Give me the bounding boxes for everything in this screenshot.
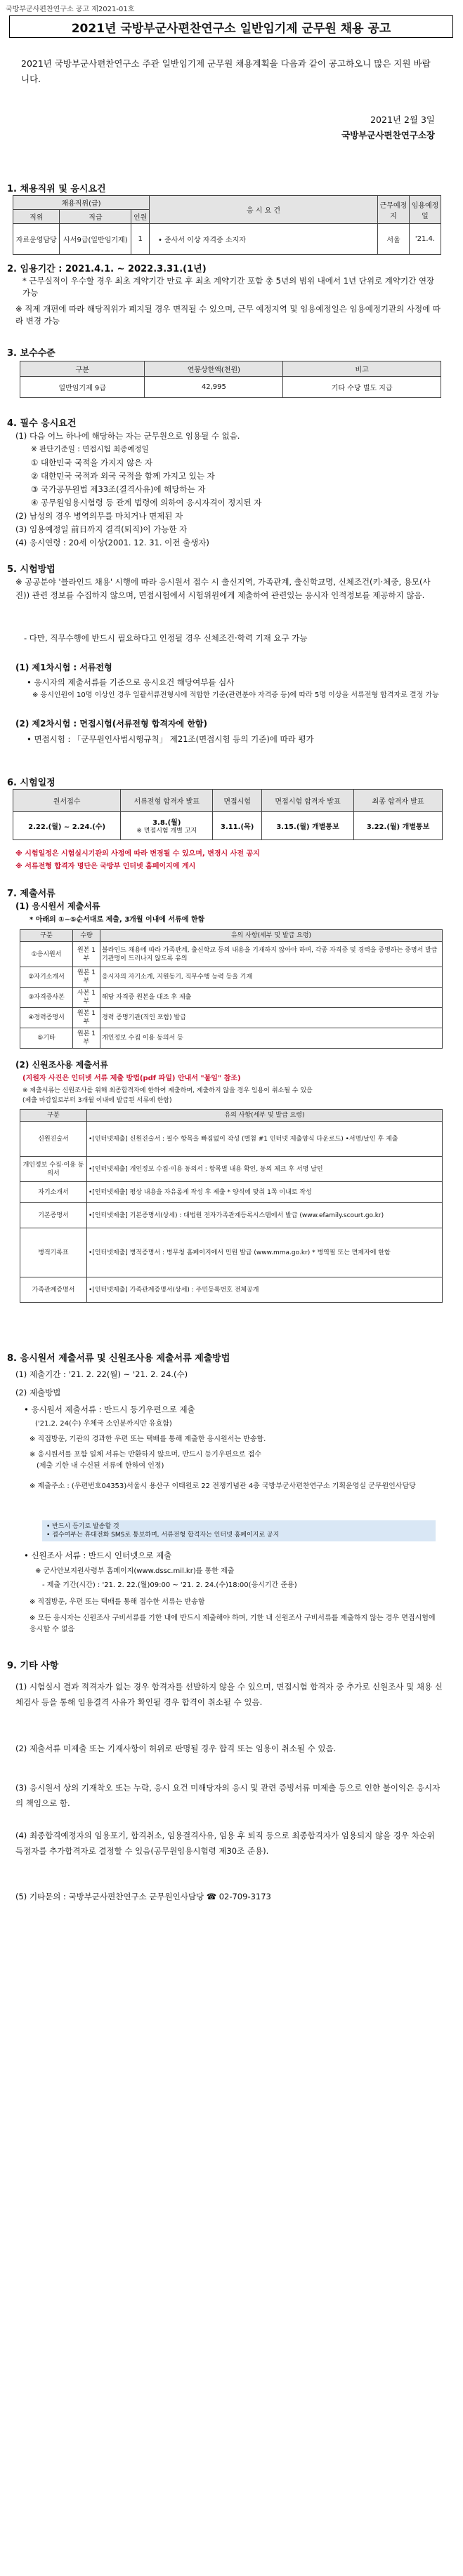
section-2-bullet-2: ※ 직제 개편에 따라 해당직위가 폐지될 경우 면직될 수 있으며, 근무 예정지역 및 임용예정일은 임용예정기관의 사정에 따라 변경 가능 xyxy=(15,304,441,326)
schedule-note-1: ※ 시험일정은 시험실시기관의 사정에 따라 변경될 수 있으며, 변경시 사전 공지 xyxy=(15,850,260,858)
etc-2: (2) 제출서류 미제출 또는 기재사항이 허위로 판명될 경우 합격 또는 임용이 취소될 수 있음. xyxy=(15,1744,337,1753)
bg-doc-note: •[인터넷제출] 가족관계증명서(상세) : 주민등록번호 전체공개 xyxy=(87,1277,443,1303)
etc-5: (5) 기타문의 : 국방부군사편찬연구소 군무원인사담당 ☎ 02-709-3173 xyxy=(15,1892,271,1901)
notice-title: 2021년 국방부군사편찬연구소 일반임기제 군무원 채용 공고 xyxy=(71,21,391,36)
app-doc-kind: ①응시원서 xyxy=(20,942,73,967)
cell-requirement: • 준사서 이상 자격증 소지자 xyxy=(150,224,378,255)
document-number: 국방부군사편찬연구소 공고 제2021-01호 xyxy=(6,6,135,13)
method-note-1: ※ 직접방문, 기관의 경과한 우편 또는 택배를 통해 제출한 응시원서는 반송함. xyxy=(30,1435,266,1443)
th-bg-kind: 구분 xyxy=(20,1110,87,1122)
method-background-note-1: ※ 군사안보지원사령부 홈페이지(www.dssc.mil.kr)를 통한 제출 xyxy=(35,1567,235,1575)
section-3-title: 3. 보수수준 xyxy=(7,348,56,359)
method-background-note-2: - 제출 기간(시간) : '21. 2. 22.(월)09:00 ~ '21. 2. 24.(수)18:00(응시기간 준용) xyxy=(42,1581,297,1589)
application-docs-table xyxy=(20,929,443,1049)
submit-address: ※ 제출주소 : (우편번호04353)서울시 용산구 이태원로 22 전쟁기념관 4층 국방부군사편찬연구소 기획운영실 군무원인사담당 xyxy=(30,1482,416,1490)
th-app-kind: 구분 xyxy=(20,930,73,942)
th-position: 채용직위(급) xyxy=(13,196,150,210)
s4-line: ② 대한민국 국적과 외국 국적을 함께 가지고 있는 자 xyxy=(31,471,215,481)
method-application: • 응시원서 제출서류 : 반드시 등기우편으로 제출 xyxy=(24,1405,195,1414)
bg-doc-kind: 가족관계증명서 xyxy=(20,1277,87,1303)
section-4-list xyxy=(15,430,444,550)
app-doc-qty: 원본 1부 xyxy=(73,1028,100,1049)
bg-doc-kind: 개인정보 수집·이용 동의서 xyxy=(20,1157,87,1182)
bg-doc-note: •[인터넷제출] 병적증명서 : 병무청 홈페이지에서 민원 발급 (www.mma.go.kr) * 병역필 또는 면제자에 한함 xyxy=(87,1228,443,1277)
method-note-3: (제출 기한 내 수신된 서류에 한하여 인정) xyxy=(37,1462,164,1470)
bg-doc-kind: 기본증명서 xyxy=(20,1203,87,1228)
section-7-title: 7. 제출서류 xyxy=(7,889,56,899)
sub-application-docs: (1) 응시원서 제출서류 xyxy=(15,901,100,911)
cell-schedule-doc-result xyxy=(121,812,213,840)
th-place: 근무예정지 xyxy=(378,196,410,224)
cell-count: 1 xyxy=(131,224,150,255)
bg-doc-note: •[인터넷제출] 평상 내용을 자유롭게 작성 후 제출 * 양식에 맞춰 1쪽 이내로 작성 xyxy=(87,1182,443,1203)
schedule-table xyxy=(13,789,443,840)
th-salary-amount: 연봉상한액(천원) xyxy=(145,361,283,377)
s4-line: ① 대한민국 국적을 가지지 않은 자 xyxy=(31,458,153,467)
cell-salary-note: 기타 수당 별도 지급 xyxy=(283,377,441,398)
app-doc-qty: 원본 1부 xyxy=(73,942,100,967)
section-5-intro: ※ 공공분야 '블라인드 채용' 시행에 따라 응시원서 접수 시 출신지역, 가족관계, 출신학교명, 신체조건(키·체중, 용모(사진)) 관련 정보를 수집하지 않으며, 면접시험에서 시험위원에게 제출하여 관련있는 응시자 인적정보를 제공하지 않음. xyxy=(15,577,431,600)
method-note-4: ※ 직접방문, 우편 또는 택배를 통해 접수한 서류는 반송함 xyxy=(30,1598,205,1606)
section-5-title: 5. 시험방법 xyxy=(7,564,56,575)
sub-background-docs: (2) 신원조사용 제출서류 xyxy=(15,1060,109,1070)
section-2-title: 2. 임용기간 : 2021.4.1. ~ 2022.3.31.(1년) xyxy=(7,264,207,274)
s4-line: (4) 응시연령 : 20세 이상(2001. 12. 31. 이전 출생자) xyxy=(15,538,209,547)
section-6-title: 6. 시험일정 xyxy=(7,778,56,788)
section-9-title: 9. 기타 사항 xyxy=(7,1661,59,1671)
app-doc-note: 블라인드 채용에 따라 가족관계, 출신학교 등의 내용을 기재하지 않아야 하며, 각종 자격증 및 경력을 증명하는 증명서 발급 기관명이 드러나지 않도록 유의 xyxy=(100,942,443,967)
cell-place: 서울 xyxy=(378,224,410,255)
bg-doc-note: •[인터넷제출] 개인정보 수집·이용 동의서 : 항목별 내용 확인, 동의 체크 후 서명 날인 xyxy=(87,1157,443,1182)
second-exam-bullet: • 면접시험 : 「군무원인사법시행규칙」 제21조(면접시험 등의 기준)에 따라 평가 xyxy=(27,734,314,744)
background-note-1: ※ 제출서류는 신원조사를 위해 최종합격자에 한하여 제출하며, 제출하지 않을 경우 임용이 취소될 수 있음 xyxy=(22,1087,313,1094)
th-schedule-final: 최종 합격자 발표 xyxy=(354,790,443,812)
section-8-title: 8. 응시원서 제출서류 및 신원조사용 제출서류 제출방법 xyxy=(7,1353,230,1364)
sub-application-note: * 아래의 ①~⑤순서대로 제출, 3개월 이내에 서류에 한함 xyxy=(30,916,205,924)
th-salary-note: 비고 xyxy=(283,361,441,377)
submit-method: (2) 제출방법 xyxy=(15,1388,61,1397)
method-note-5: ※ 모든 응시자는 신원조사 구비서류를 기한 내에 반드시 제출해야 하며, 기한 내 신원조사 구비서류를 제출하지 않는 경우 면접시험에 응시할 수 없음 xyxy=(30,1614,436,1633)
section-5-note: - 다만, 직무수행에 반드시 필요하다고 인정될 경우 신체조건·학력 기재 요구 가능 xyxy=(24,633,308,643)
s4-line: ③ 국가공무원법 제33조(결격사유)에 해당하는 자 xyxy=(31,484,206,494)
th-schedule-doc-result: 서류전형 합격자 발표 xyxy=(121,790,213,812)
highlight-line: • 반드시 등기로 발송할 것 xyxy=(46,1523,119,1530)
th-app-note: 유의 사항(세부 및 발급 요령) xyxy=(100,930,443,942)
etc-1: (1) 시험실시 결과 적격자가 없는 경우 합격자를 선발하지 않을 수 있으며, 면접시험 합격자 중 추가로 신원조사 및 채용 신체검사 등을 통해 임용결격 사유가 확인될 경우 합격이 취소될 수 있음. xyxy=(15,1682,443,1707)
cell-schedule-interview-result: 3.15.(월) 개별통보 xyxy=(262,812,354,840)
cell-grade: 사서9급(일반임기제) xyxy=(60,224,131,255)
section-4-title: 4. 필수 응시요건 xyxy=(7,418,77,429)
th-schedule-interview-result: 면접시험 합격자 발표 xyxy=(262,790,354,812)
background-warning: (지원자 사진은 인터넷 서류 제출 방법(pdf 파일) 안내서 "붙임" 참조) xyxy=(22,1075,241,1082)
issuer: 국방부군사편찬연구소장 xyxy=(341,130,435,140)
app-doc-kind: ②자기소개서 xyxy=(20,967,73,988)
th-requirement: 응 시 요 건 xyxy=(150,196,378,224)
app-doc-qty: 사본 1부 xyxy=(73,988,100,1008)
salary-table xyxy=(20,361,441,398)
app-doc-note: 응시자의 자기소개, 지원동기, 직무수행 능력 등을 기재 xyxy=(100,967,443,988)
bg-doc-note: •[인터넷제출] 신원진술서 : 필수 항목을 빠짐없이 작성 (별첨 #1 인터넷 제출양식 다운로드) •서명/날인 후 제출 xyxy=(87,1122,443,1157)
section-1-title: 1. 채용직위 및 응시요건 xyxy=(7,184,106,194)
etc-3: (3) 응시원서 상의 기재착오 또는 누락, 응시 요건 미해당자의 응시 및 관련 증빙서류 미제출 등으로 인한 불이익은 응시자의 책임으로 함. xyxy=(15,1783,441,1808)
cell-salary-type: 일반임기제 9급 xyxy=(20,377,145,398)
bg-doc-note: •[인터넷제출] 기본증명서(상세) : 대법원 전자가족관계등록시스템에서 발급 (www.efamily.scourt.go.kr) xyxy=(87,1203,443,1228)
cell-start: '21.4. xyxy=(410,224,441,255)
cell-salary-amount: 42,995 xyxy=(145,377,283,398)
s4-line: (1) 다음 어느 하나에 해당하는 자는 군무원으로 임용될 수 없음. xyxy=(15,431,240,441)
doc-result-note: ※ 면접시험 개별 고지 xyxy=(136,828,197,835)
th-count: 인원 xyxy=(131,210,150,224)
cell-schedule-interview: 3.11.(목) xyxy=(213,812,262,840)
section-2-bullet-1: * 근무실적이 우수할 경우 최초 계약기간 만료 후 최초 계약기간 포함 총 5년의 범위 내에서 1년 단위로 계약기간 연장 가능 xyxy=(22,276,435,298)
notice-title-box xyxy=(9,15,453,38)
bg-doc-kind: 신원진술서 xyxy=(20,1122,87,1157)
app-doc-kind: ③자격증사본 xyxy=(20,988,73,1008)
th-grade: 직급 xyxy=(60,210,131,224)
th-salary-type: 구분 xyxy=(20,361,145,377)
app-doc-qty: 원본 1부 xyxy=(73,1008,100,1028)
s4-line: ④ 공무원임용시험령 등 관계 법령에 의하여 응시자격이 정지된 자 xyxy=(31,498,262,507)
date-block xyxy=(341,112,435,143)
cell-job: 자료운영담당 xyxy=(13,224,60,255)
cell-schedule-apply: 2.22.(월) ~ 2.24.(수) xyxy=(13,812,121,840)
second-exam-title: (2) 제2차시험 : 면접시험(서류전형 합격자에 한함) xyxy=(15,719,207,729)
schedule-note-2: ※ 서류전형 합격자 명단은 국방부 인터넷 홈페이지에 게시 xyxy=(15,863,196,870)
th-app-qty: 수량 xyxy=(73,930,100,942)
app-doc-kind: ④경력증명서 xyxy=(20,1008,73,1028)
app-doc-note: 해당 자격증 원본을 대조 후 제출 xyxy=(100,988,443,1008)
app-doc-kind: ⑤기타 xyxy=(20,1028,73,1049)
first-exam-title: (1) 제1차시험 : 서류전형 xyxy=(15,663,112,672)
th-schedule-apply: 원서접수 xyxy=(13,790,121,812)
background-docs-table xyxy=(20,1109,443,1303)
s4-line: (3) 임용예정일 前日까지 결격(퇴직)이 가능한 자 xyxy=(15,524,188,534)
app-doc-note: 개인정보 수집 이용 동의서 등 xyxy=(100,1028,443,1049)
first-exam-note: ※ 응시인원이 10명 이상인 경우 일괄서류전형시에 적합한 기준(관련분야 자격증 등)에 따라 5명 이상을 서류전형 합격자로 결정 가능 xyxy=(32,691,439,699)
position-table xyxy=(13,195,441,255)
th-start: 임용예정일 xyxy=(410,196,441,224)
background-note-2: (제출 마감일로부터 3개월 이내에 발급된 서류에 한함) xyxy=(22,1097,172,1104)
s4-line: (2) 남성의 경우 병역의무를 마치거나 면제된 자 xyxy=(15,511,183,521)
submit-period: (1) 제출기간 : '21. 2. 22(월) ~ '21. 2. 24.(수) xyxy=(15,1369,188,1379)
method-application-note: ('21.2. 24(수) 우체국 소인분까지만 유효함) xyxy=(35,1420,172,1428)
highlight-line: • 접수여부는 휴대전화 SMS로 통보하며, 서류전형 합격자는 인터넷 홈페이지로 공지 xyxy=(46,1532,280,1539)
etc-4: (4) 최종합격예정자의 임용포기, 합격취소, 임용결격사유, 임용 후 퇴직 등으로 최종합격자가 임용되지 않을 경우 차순위 득점자를 추가합격자로 결정할 수 있음(공무원임용시험령 제30조 준용). xyxy=(15,1831,435,1856)
th-bg-note: 유의 사항(세부 및 발급 요령) xyxy=(87,1110,443,1122)
cell-schedule-final: 3.22.(월) 개별통보 xyxy=(354,812,443,840)
doc-result-date: 3.8.(월) xyxy=(152,819,181,827)
bg-doc-kind: 병적기록표 xyxy=(20,1228,87,1277)
app-doc-qty: 원본 1부 xyxy=(73,967,100,988)
app-doc-note: 경력 증명기관(직인 포함) 발급 xyxy=(100,1008,443,1028)
highlight-box xyxy=(42,1520,436,1541)
method-background: • 신원조사 서류 : 반드시 인터넷으로 제출 xyxy=(24,1551,172,1560)
intro-paragraph: 2021년 국방부군사편찬연구소 주관 일반임기제 군무원 채용계획을 다음과 같이 공고하오니 많은 지원 바랍니다. xyxy=(21,58,431,84)
method-note-2: ※ 응시원서를 포함 일체 서류는 반환하지 않으며, 반드시 등기우편으로 접수 xyxy=(30,1451,261,1459)
th-job: 직위 xyxy=(13,210,60,224)
issue-date: 2021년 2월 3일 xyxy=(370,114,435,125)
th-schedule-interview: 면접시험 xyxy=(213,790,262,812)
bg-doc-kind: 자기소개서 xyxy=(20,1182,87,1203)
s4-line: ※ 판단기준일 : 면접시험 최종예정일 xyxy=(31,445,149,453)
first-exam-bullet: • 응시자의 제출서류를 기준으로 응시요건 해당여부를 심사 xyxy=(27,677,235,687)
